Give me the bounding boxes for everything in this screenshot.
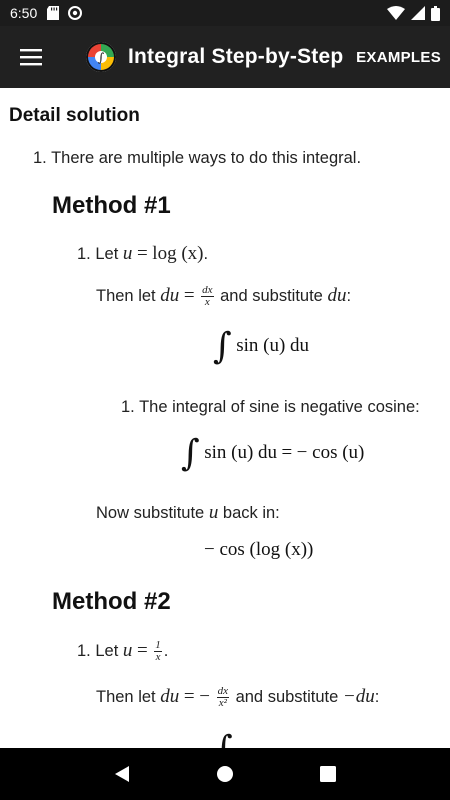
examples-button[interactable]: EXAMPLES (356, 48, 441, 66)
detail-solution-heading: Detail solution (9, 105, 140, 126)
then-text: Then let (96, 287, 156, 305)
recents-button[interactable] (313, 759, 343, 789)
math-expression: log (x) (152, 243, 204, 264)
method-2-title: Method #2 (52, 588, 171, 615)
solution-content (0, 88, 450, 748)
math-equals: = (136, 640, 148, 661)
fraction-numerator: dx (202, 284, 213, 297)
then-text: Then let (96, 688, 156, 706)
math-variable: u (208, 502, 219, 523)
math-variable: −du (342, 686, 375, 707)
integral-expression-1 (213, 326, 310, 367)
fraction-numerator: dx (217, 685, 228, 698)
period: . (163, 642, 169, 660)
colon: : (374, 688, 380, 706)
math-expression: sin (u) du (204, 442, 278, 464)
status-bar (0, 0, 450, 26)
signal-icon (411, 6, 425, 20)
svg-text:∫: ∫ (97, 50, 105, 65)
math-equals: = (281, 442, 293, 464)
substitute-text: and substitute (220, 287, 323, 305)
method-2-let-line (77, 640, 168, 663)
step-number: 1. (121, 398, 135, 416)
math-variable: u (122, 640, 133, 661)
app-logo-icon (86, 42, 116, 72)
substitute-text: and substitute (235, 688, 339, 706)
substitute-back-line (96, 502, 280, 524)
math-fraction (217, 686, 229, 709)
math-fraction (201, 285, 213, 308)
step-number: 1. (33, 149, 47, 167)
fraction-denominator: x (155, 651, 161, 664)
math-expression: − cos (u) (296, 442, 365, 464)
menu-button[interactable] (0, 26, 62, 88)
back-button[interactable] (107, 759, 137, 789)
method-1-result: − cos (log (x)) (204, 539, 314, 560)
math-equals: = (183, 285, 195, 306)
status-time: 6:50 (10, 5, 38, 21)
wifi-icon (387, 6, 405, 20)
method-1-let-line (77, 243, 208, 265)
let-text: Let (95, 245, 119, 263)
text: Now substitute (96, 504, 205, 522)
home-button[interactable] (210, 759, 240, 789)
step-1 (33, 149, 361, 168)
method-1-title: Method #1 (52, 192, 171, 219)
home-circle-icon (216, 765, 234, 783)
math-variable: du (160, 686, 180, 707)
step-text: The integral of sine is negative cosine: (139, 398, 420, 416)
method-1-substep (121, 398, 420, 417)
method-2-then-line (96, 686, 379, 709)
period: . (203, 245, 209, 263)
step-number: 1. (77, 642, 91, 660)
sd-card-icon (47, 6, 59, 20)
app-bar (0, 26, 450, 88)
integral-sign-icon: ∫ (213, 326, 232, 367)
math-fraction (154, 640, 162, 663)
recents-square-icon (320, 766, 336, 782)
fraction-denominator: x (204, 296, 210, 309)
integral-expression-2 (181, 433, 365, 474)
math-equals: = − (183, 686, 210, 707)
fraction-denominator: x² (218, 697, 227, 710)
method-1-then-line (96, 285, 351, 308)
math-variable: du (327, 285, 347, 306)
sync-icon (67, 5, 83, 21)
math-variable: du (160, 285, 180, 306)
colon: : (346, 287, 352, 305)
app-title: Integral Step-by-Step (128, 45, 344, 68)
back-triangle-icon (113, 765, 131, 783)
let-text: Let (95, 642, 119, 660)
fraction-numerator: 1 (155, 639, 161, 652)
integral-sign-icon: ∫ (181, 433, 200, 474)
math-equals: = (136, 243, 148, 264)
text: back in: (222, 504, 280, 522)
math-variable: u (122, 243, 133, 264)
battery-icon (431, 6, 440, 21)
step-text: There are multiple ways to do this integral. (51, 149, 362, 167)
hamburger-menu-icon (20, 48, 42, 66)
math-expression: sin (u) du (236, 335, 310, 357)
navigation-bar (0, 748, 450, 800)
step-number: 1. (77, 245, 91, 263)
